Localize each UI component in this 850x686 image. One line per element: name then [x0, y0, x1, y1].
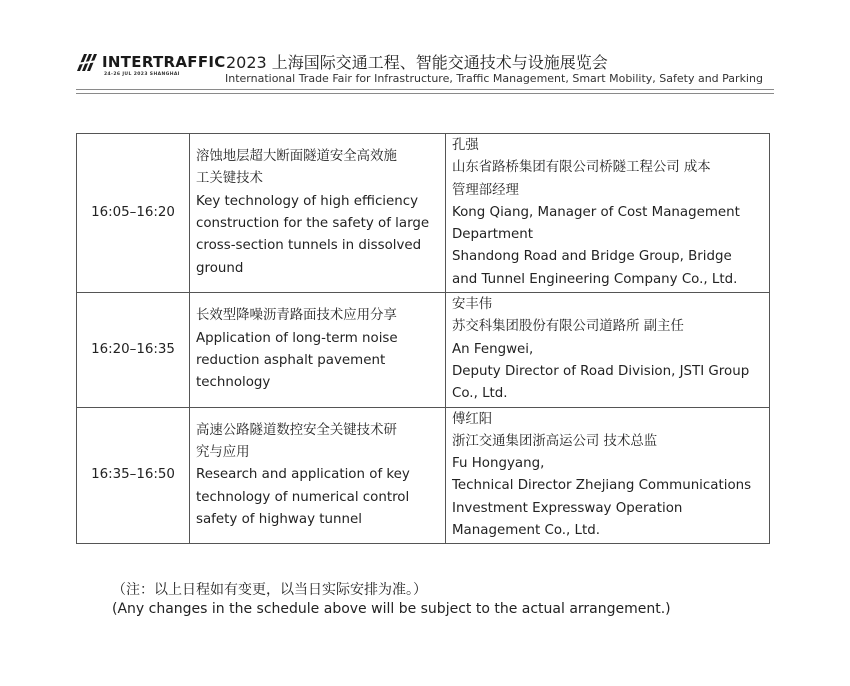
- speaker-line: 孔强: [452, 138, 479, 153]
- topic-line: 究与应用: [196, 445, 250, 460]
- topic-line: Key technology of high efficiency: [196, 193, 419, 209]
- speaker-line: An Fengwei,: [452, 341, 534, 357]
- topic-line: Research and application of key: [196, 467, 410, 483]
- event-title-zh: 2023 上海国际交通工程、智能交通技术与设施展览会: [226, 53, 608, 72]
- speaker-line: Co., Ltd.: [452, 386, 508, 402]
- session-topic: [190, 293, 446, 407]
- topic-line: Application of long-term noise: [196, 330, 398, 346]
- topic-line: reduction asphalt pavement: [196, 352, 386, 368]
- topic-line: 高速公路隧道数控安全关键技术研: [196, 422, 397, 438]
- schedule-note-zh: （注：以上日程如有变更，以当日实际安排为准。）: [112, 582, 427, 598]
- topic-line: 溶蚀地层超大断面隧道安全高效施: [196, 149, 397, 165]
- session-time: 16:05–16:20: [77, 134, 190, 293]
- header-divider-bottom: [76, 93, 774, 94]
- topic-line: ground: [196, 260, 244, 276]
- topic-line: construction for the safety of large: [196, 216, 430, 232]
- session-speaker: [446, 134, 770, 293]
- speaker-line: Kong Qiang, Manager of Cost Management: [452, 204, 740, 220]
- session-topic: [190, 407, 446, 544]
- speaker-line: Investment Expressway Operation: [452, 500, 683, 516]
- schedule-note-en: (Any changes in the schedule above will be subject to the actual arrangement.): [112, 601, 671, 617]
- speaker-line: 浙江交通集团浙高运公司 技术总监: [452, 433, 658, 449]
- topic-line: safety of highway tunnel: [196, 511, 362, 527]
- speaker-line: and Tunnel Engineering Company Co., Ltd.: [452, 271, 738, 287]
- topic-line: technology: [196, 375, 271, 391]
- speaker-line: Department: [452, 227, 534, 243]
- event-title-en: International Trade Fair for Infrastructure, Traffic Management, Smart Mobility, Safety and Parking: [225, 72, 763, 85]
- session-time: 16:35–16:50: [77, 407, 190, 544]
- logo-wordmark: INTERTRAFFIC: [102, 53, 226, 71]
- speaker-line: 傅红阳: [452, 411, 493, 427]
- speaker-line: Shandong Road and Bridge Group, Bridge: [452, 249, 732, 265]
- topic-line: 工关键技术: [196, 171, 263, 187]
- session-time: 16:20–16:35: [77, 293, 190, 407]
- speaker-line: 苏交科集团股份有限公司道路所 副主任: [452, 319, 684, 335]
- speaker-line: Fu Hongyang,: [452, 456, 545, 472]
- speaker-line: 安丰伟: [452, 297, 493, 313]
- speaker-line: 山东省路桥集团有限公司桥隧工程公司 成本: [452, 160, 711, 176]
- session-topic: [190, 134, 446, 293]
- table-row: [77, 293, 770, 407]
- session-speaker: [446, 407, 770, 544]
- speaker-line: 管理部经理: [452, 182, 519, 198]
- page-header: [76, 44, 776, 94]
- topic-line: cross-section tunnels in dissolved: [196, 238, 422, 254]
- intertraffic-logo-icon: [76, 52, 98, 72]
- table-row: [77, 407, 770, 544]
- table-row: [77, 134, 770, 293]
- speaker-line: Management Co., Ltd.: [452, 523, 601, 539]
- schedule-table: [76, 133, 770, 544]
- speaker-line: Deputy Director of Road Division, JSTI Group: [452, 363, 750, 379]
- topic-line: technology of numerical control: [196, 489, 410, 505]
- topic-line: 长效型降噪沥青路面技术应用分享: [196, 308, 397, 324]
- speaker-line: Technical Director Zhejiang Communications: [452, 478, 752, 494]
- header-divider-top: [76, 89, 774, 90]
- logo-date-location: 24-26 JUL 2023 SHANGHAI: [104, 72, 180, 77]
- session-speaker: [446, 293, 770, 407]
